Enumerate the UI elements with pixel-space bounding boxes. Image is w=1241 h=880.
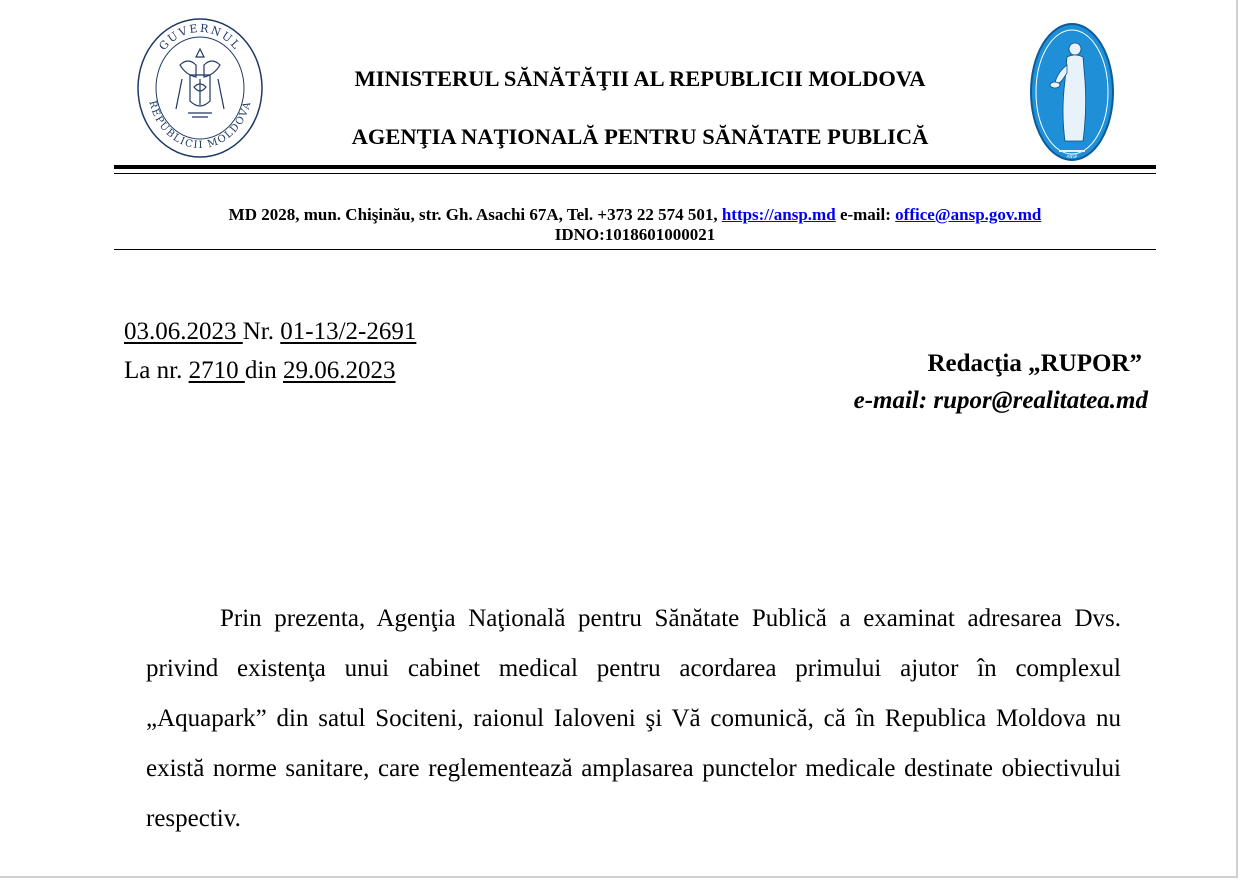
idno: IDNO:1018601000021	[554, 225, 716, 244]
website-link[interactable]: https://ansp.md	[721, 205, 836, 224]
agency-title: AGENŢIA NAŢIONALĂ PENTRU SĂNĂTATE PUBLICĂ	[351, 124, 929, 149]
office-email-link[interactable]: office@ansp.gov.md	[895, 205, 1042, 224]
address-text: MD 2028, mun. Chişinău, str. Gh. Asachi 67A, Tel. +373 22 574 501,	[228, 205, 722, 224]
ansp-emblem-logo	[1029, 21, 1115, 163]
recipient-email: e-mail: rupor@realitatea.md	[853, 387, 1148, 414]
address-line	[114, 205, 1156, 225]
address-block	[114, 205, 1156, 245]
incoming-reference	[124, 357, 396, 385]
svg-text:REPUBLICII MOLDOVA: REPUBLICII MOLDOVA	[146, 99, 254, 152]
header-rule-thick	[114, 165, 1156, 169]
recipient-name: Redacţia „RUPOR”	[927, 350, 1142, 377]
address-rule	[114, 249, 1156, 250]
header-rule-thin	[114, 173, 1156, 174]
svg-text:GUVERNUL: GUVERNUL	[156, 21, 244, 53]
outgoing-number: 01-13/2-2691	[280, 318, 417, 345]
email-label: e-mail:	[835, 205, 896, 224]
reply-din: din	[244, 357, 284, 384]
incoming-date: 29.06.2023	[283, 357, 396, 384]
svg-text:ANSP: ANSP	[1066, 154, 1078, 159]
ministry-title: MINISTERUL SĂNĂTĂŢII AL REPUBLICII MOLDOVA	[354, 66, 926, 91]
letter-body-paragraph: Prin prezenta, Agenţia Naţională pentru Sănătate Publică a examinat adresarea Dvs. privind existenţa unui cabinet medical pentru acordarea primului ajutor în complexul „Aquapark” din satul Sociteni, raionul Ialoveni şi Vă comunică, că în Republica Moldova nu există norme sanitare, care reglementează amplasarea punctelor medicale destinate obiectivului respectiv.	[146, 605, 1121, 832]
incoming-number: 2710	[188, 357, 245, 384]
outgoing-reference	[124, 318, 416, 346]
nr-label: Nr.	[242, 318, 281, 345]
outgoing-date: 03.06.2023	[124, 318, 243, 345]
reply-prefix: La nr.	[124, 357, 189, 384]
government-seal-logo	[136, 17, 264, 159]
